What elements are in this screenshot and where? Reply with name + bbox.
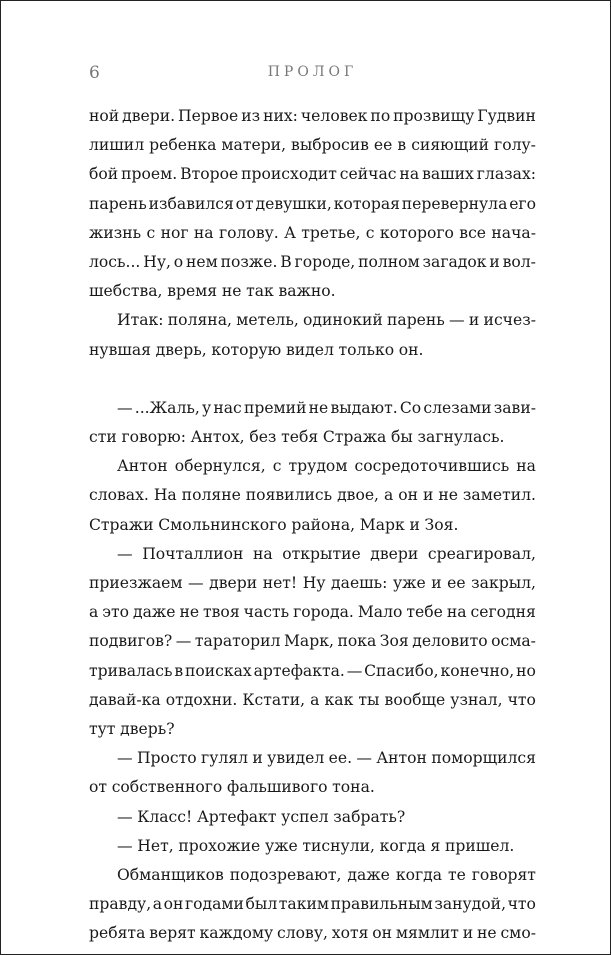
text-line: нувшая дверь, которую видел только он. [89, 340, 424, 359]
text-line: — Просто гулял и увидел ее. — Антон поморщился [117, 749, 536, 768]
section-break [89, 365, 536, 394]
text-line: сти говорю: Антох, без тебя Стража бы загнулась. [89, 428, 505, 447]
text-line: правду, а он годами был таким правильным занудой, что [89, 895, 536, 914]
text-line: лось... Ну, о нем позже. В городе, полном загадок и вол- [89, 252, 536, 271]
text-line: лишил ребенка матери, выбросив ее в сияющий голу- [89, 136, 536, 155]
text-line: — ...Жаль, у нас премий не выдают. Со слезами зави- [117, 398, 536, 417]
text-line: подвигов? — тараторил Марк, пока Зоя деловито осма- [89, 632, 536, 651]
page-number: 6 [89, 63, 100, 83]
text-line: тривалась в поисках артефакта. — Спасибо, конечно, но [89, 661, 536, 680]
text-line: Стражи Смольнинского района, Марк и Зоя. [89, 515, 459, 534]
text-line: от собственного фальшивого тона. [89, 778, 375, 797]
running-head [89, 63, 536, 87]
text-line: Антон обернулся, с трудом сосредоточившись на [117, 457, 536, 476]
text-line: тут дверь? [89, 719, 175, 738]
text-line: — Почталлион на открытие двери среагировал, [117, 544, 536, 563]
text-line: жизнь с ног на голову. А третье, с которого все нача- [89, 223, 536, 242]
text-line: Итак: поляна, метель, одинокий парень — и исчез- [117, 311, 536, 330]
text-line: Обманщиков подозревают, даже когда те говорят [117, 865, 536, 884]
section-title: ПРОЛОГ [267, 64, 358, 80]
text-line: ребята верят каждому слову, хотя он мямлит и не смо- [89, 924, 536, 943]
text-line: — Нет, прохожие уже тиснули, когда я пришел. [117, 836, 515, 855]
text-line: шебства, время не так важно. [89, 282, 336, 301]
text-line: давай-ка отдохни. Кстати, а как ты вообще узнал, что [89, 690, 536, 709]
text-line: бой проем. Второе происходит сейчас на ваших глазах: [89, 165, 536, 184]
text-line: ной двери. Первое из них: человек по прозвищу Гудвин [89, 107, 536, 125]
text-line: словах. На поляне появились двое, а он и не заметил. [89, 486, 536, 505]
body-text [89, 102, 536, 948]
text-line: — Класс! Артефакт успел забрать? [117, 807, 406, 826]
text-line: а это даже не твоя часть города. Мало тебе на сегодня [89, 603, 536, 622]
text-line: парень избавился от девушки, которая перевернула его [89, 194, 536, 213]
text-line: приезжаем — двери нет! Ну даешь: уже и ее закрыл, [89, 574, 536, 592]
